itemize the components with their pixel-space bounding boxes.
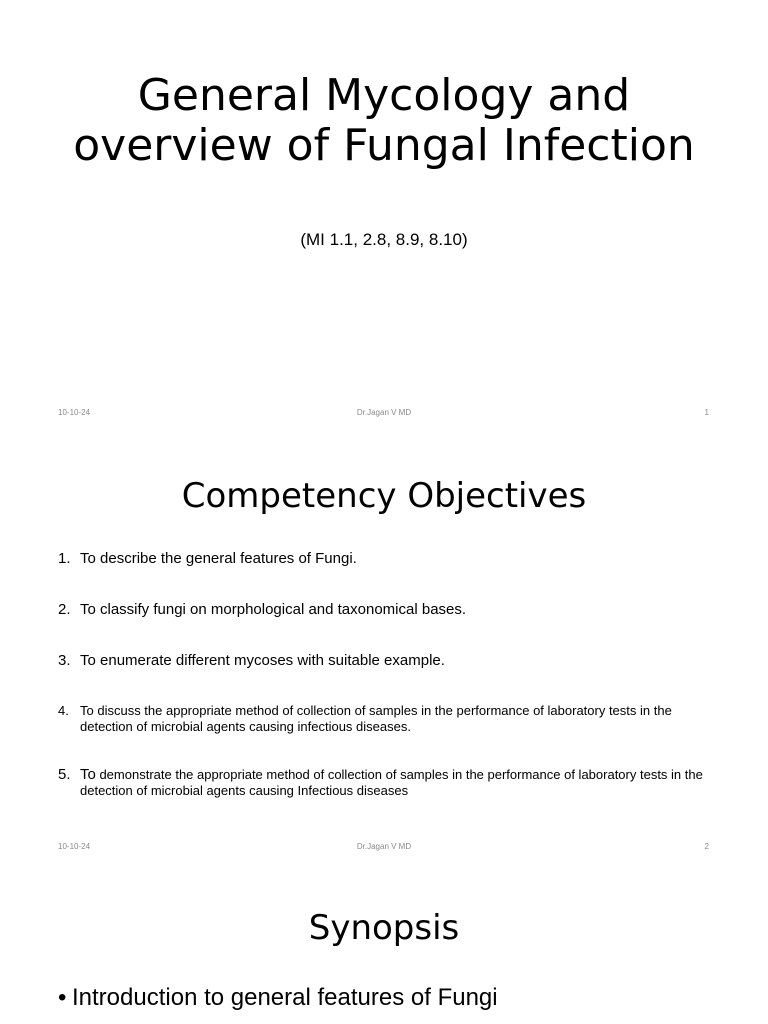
list-item	[58, 984, 708, 1012]
bullet-marker: •	[58, 984, 67, 1011]
objective-text: To describe the general features of Fungi.	[80, 550, 357, 567]
objective-number: 2.	[58, 601, 71, 618]
objective-number: 1.	[58, 550, 71, 567]
slide-footer	[0, 842, 768, 854]
slide-3	[0, 868, 768, 1024]
objective-number: 3.	[58, 652, 71, 669]
objective-number: 5.	[58, 766, 71, 783]
bullet-text: Introduction to general features of Fungi	[72, 984, 498, 1011]
objective-item	[58, 550, 708, 568]
objective-text-lead: To	[80, 766, 96, 783]
slide-footer	[0, 408, 768, 420]
slide-title: General Mycology and overview of Fungal Infection	[73, 70, 695, 171]
slide-title: Competency Objectives	[181, 476, 587, 516]
slide-title: Synopsis	[308, 908, 460, 948]
objective-text: To enumerate different mycoses with suitable example.	[80, 652, 445, 669]
objective-number: 4.	[58, 703, 69, 718]
slide-1	[0, 0, 768, 434]
objective-item	[58, 767, 708, 799]
footer-page-number: 2	[704, 842, 709, 851]
objective-text: demonstrate the appropriate method of collection of samples in the performance of laboratory tests in the detection of microbial agents causing Infectious diseases	[80, 767, 703, 798]
footer-date: 10-10-24	[58, 842, 91, 851]
objective-item	[58, 652, 708, 670]
synopsis-list	[58, 984, 708, 1012]
footer-author: Dr.Jagan V MD	[356, 408, 412, 417]
objective-item	[58, 703, 708, 735]
objective-text-wrapper	[80, 767, 708, 799]
slide-2	[0, 434, 768, 868]
objective-text: To discuss the appropriate method of collection of samples in the performance of laboratory tests in the detection of microbial agents causing infectious diseases.	[80, 703, 672, 734]
footer-date: 10-10-24	[58, 408, 91, 417]
slide-subtitle: (MI 1.1, 2.8, 8.9, 8.10)	[300, 230, 468, 249]
footer-author: Dr.Jagan V MD	[356, 842, 412, 851]
objective-item	[58, 601, 708, 619]
footer-page-number: 1	[704, 408, 709, 417]
objective-text: To classify fungi on morphological and taxonomical bases.	[80, 601, 467, 618]
